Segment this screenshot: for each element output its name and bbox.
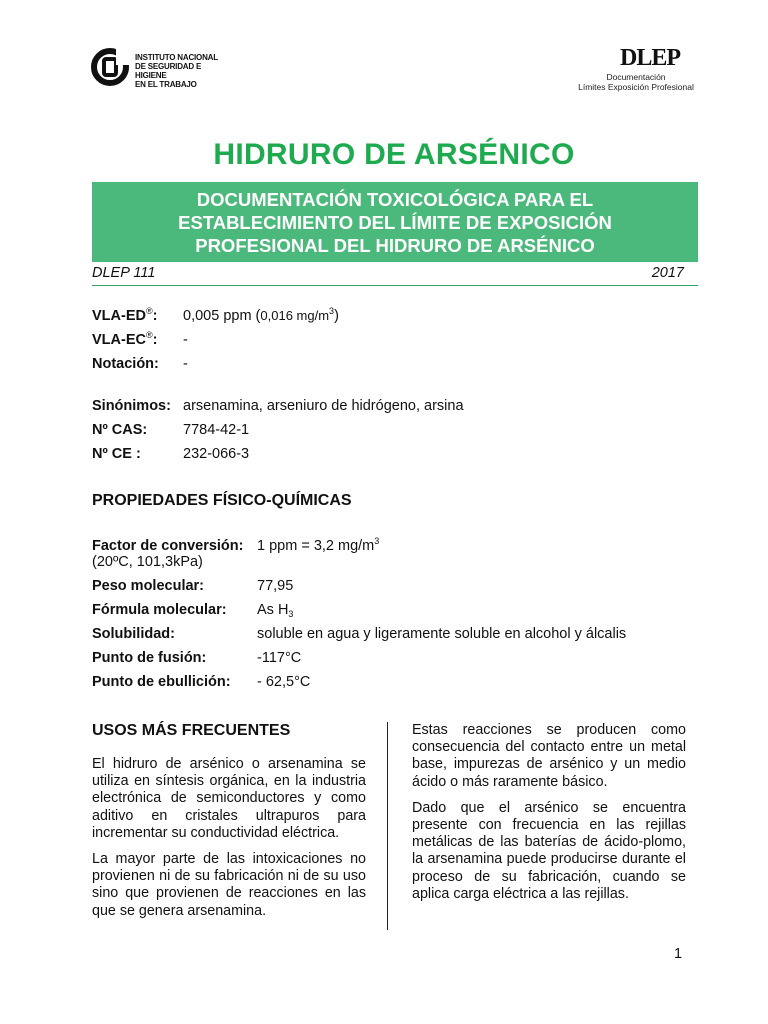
solubilidad-value: soluble en agua y ligeramente soluble en alcohol y álcalis <box>257 626 627 642</box>
dlep-wordmark: DLEP <box>619 45 680 71</box>
sinonimos-value: arsenamina, arseniuro de hidrógeno, arsina <box>183 398 464 414</box>
reference-line <box>92 265 698 286</box>
sinonimos-label: Sinónimos: <box>92 398 171 414</box>
page-number: 1 <box>674 946 683 962</box>
column-divider <box>387 722 388 930</box>
document-title: HIDRURO DE ARSÉNICO <box>213 138 575 171</box>
peso-label: Peso molecular: <box>92 578 205 594</box>
factor-conditions: (20ºC, 101,3kPa) <box>92 554 203 570</box>
factor-value: 1 ppm = 3,2 $mg/m^3$ <box>257 536 380 554</box>
institute-logo <box>90 44 230 92</box>
institute-ring-icon <box>90 47 130 87</box>
usos-left-column <box>92 756 366 929</box>
usos-right-paragraph-2: Dado que el arsénico se encuentra presente con frecuencia en las rejillas metálicas de las baterías de ácido-plomo, la arsenamina puede producirse durante el proceso de su fabricación, cuando se aplica carga eléctrica a las rejillas. <box>412 799 686 902</box>
vla-ed-label: VLA-ED®: <box>92 306 158 324</box>
ce-label: Nº CE : <box>92 446 141 462</box>
vla-ec-value: - <box>183 332 188 348</box>
fusion-value: -117°C <box>257 650 302 666</box>
institute-name: INSTITUTO NACIONAL DE SEGURIDAD E HIGIENE EN EL TRABAJO <box>135 53 218 89</box>
notacion-label: Notación: <box>92 356 159 372</box>
dlep-code: DLEP 111 <box>92 265 156 281</box>
cas-value: 7784-42-1 <box>183 422 250 438</box>
usos-right-paragraph-1: Estas reacciones se producen como consecuencia del contacto entre un metal base, impurezas de arsénico y un medio ácido o más raramente básico. <box>412 722 686 790</box>
formula-value: As $H_3$ <box>257 602 294 619</box>
notacion-value: - <box>183 356 188 372</box>
properties-heading: PROPIEDADES FÍSICO-QUÍMICAS <box>92 492 352 509</box>
ebullicion-value: - 62,5°C <box>257 674 311 690</box>
ce-value: 232-066-3 <box>183 446 250 462</box>
vla-ed-value: 0,005 ppm (0,016 $mg/m^3$) <box>183 306 339 324</box>
dlep-logo <box>577 46 695 92</box>
dlep-caption: Documentación Límites Exposición Profesional <box>578 72 694 92</box>
factor-label: Factor de conversión: <box>92 538 244 554</box>
subtitle-banner: DOCUMENTACIÓN TOXICOLÓGICA PARA EL ESTABLECIMIENTO DEL LÍMITE DE EXPOSICIÓN PROFESIONAL DEL HIDRURO DE ARSÉNICO <box>92 182 698 262</box>
usos-right-column <box>412 722 686 912</box>
vla-ec-label: VLA-EC®: <box>92 330 158 348</box>
usos-heading: USOS MÁS FRECUENTES <box>92 722 291 739</box>
cas-label: Nº CAS: <box>92 422 148 438</box>
fusion-label: Punto de fusión: <box>92 650 207 666</box>
formula-label: Fórmula molecular: <box>92 602 227 618</box>
usos-left-paragraph-1: El hidruro de arsénico o arsenamina se utiliza en síntesis orgánica, en la industria electrónica de semiconductores y como aditivo en cristales ultrapuros para incrementar su conductividad eléctrica. <box>92 756 366 841</box>
document-year: 2017 <box>651 265 684 281</box>
solubilidad-label: Solubilidad: <box>92 626 175 642</box>
peso-value: 77,95 <box>257 578 294 594</box>
usos-left-paragraph-2: La mayor parte de las intoxicaciones no provienen ni de su fabricación ni de su uso sino que provienen de reacciones en las que se genera arsenamina. <box>92 851 366 919</box>
ebullicion-label: Punto de ebullición: <box>92 674 231 690</box>
